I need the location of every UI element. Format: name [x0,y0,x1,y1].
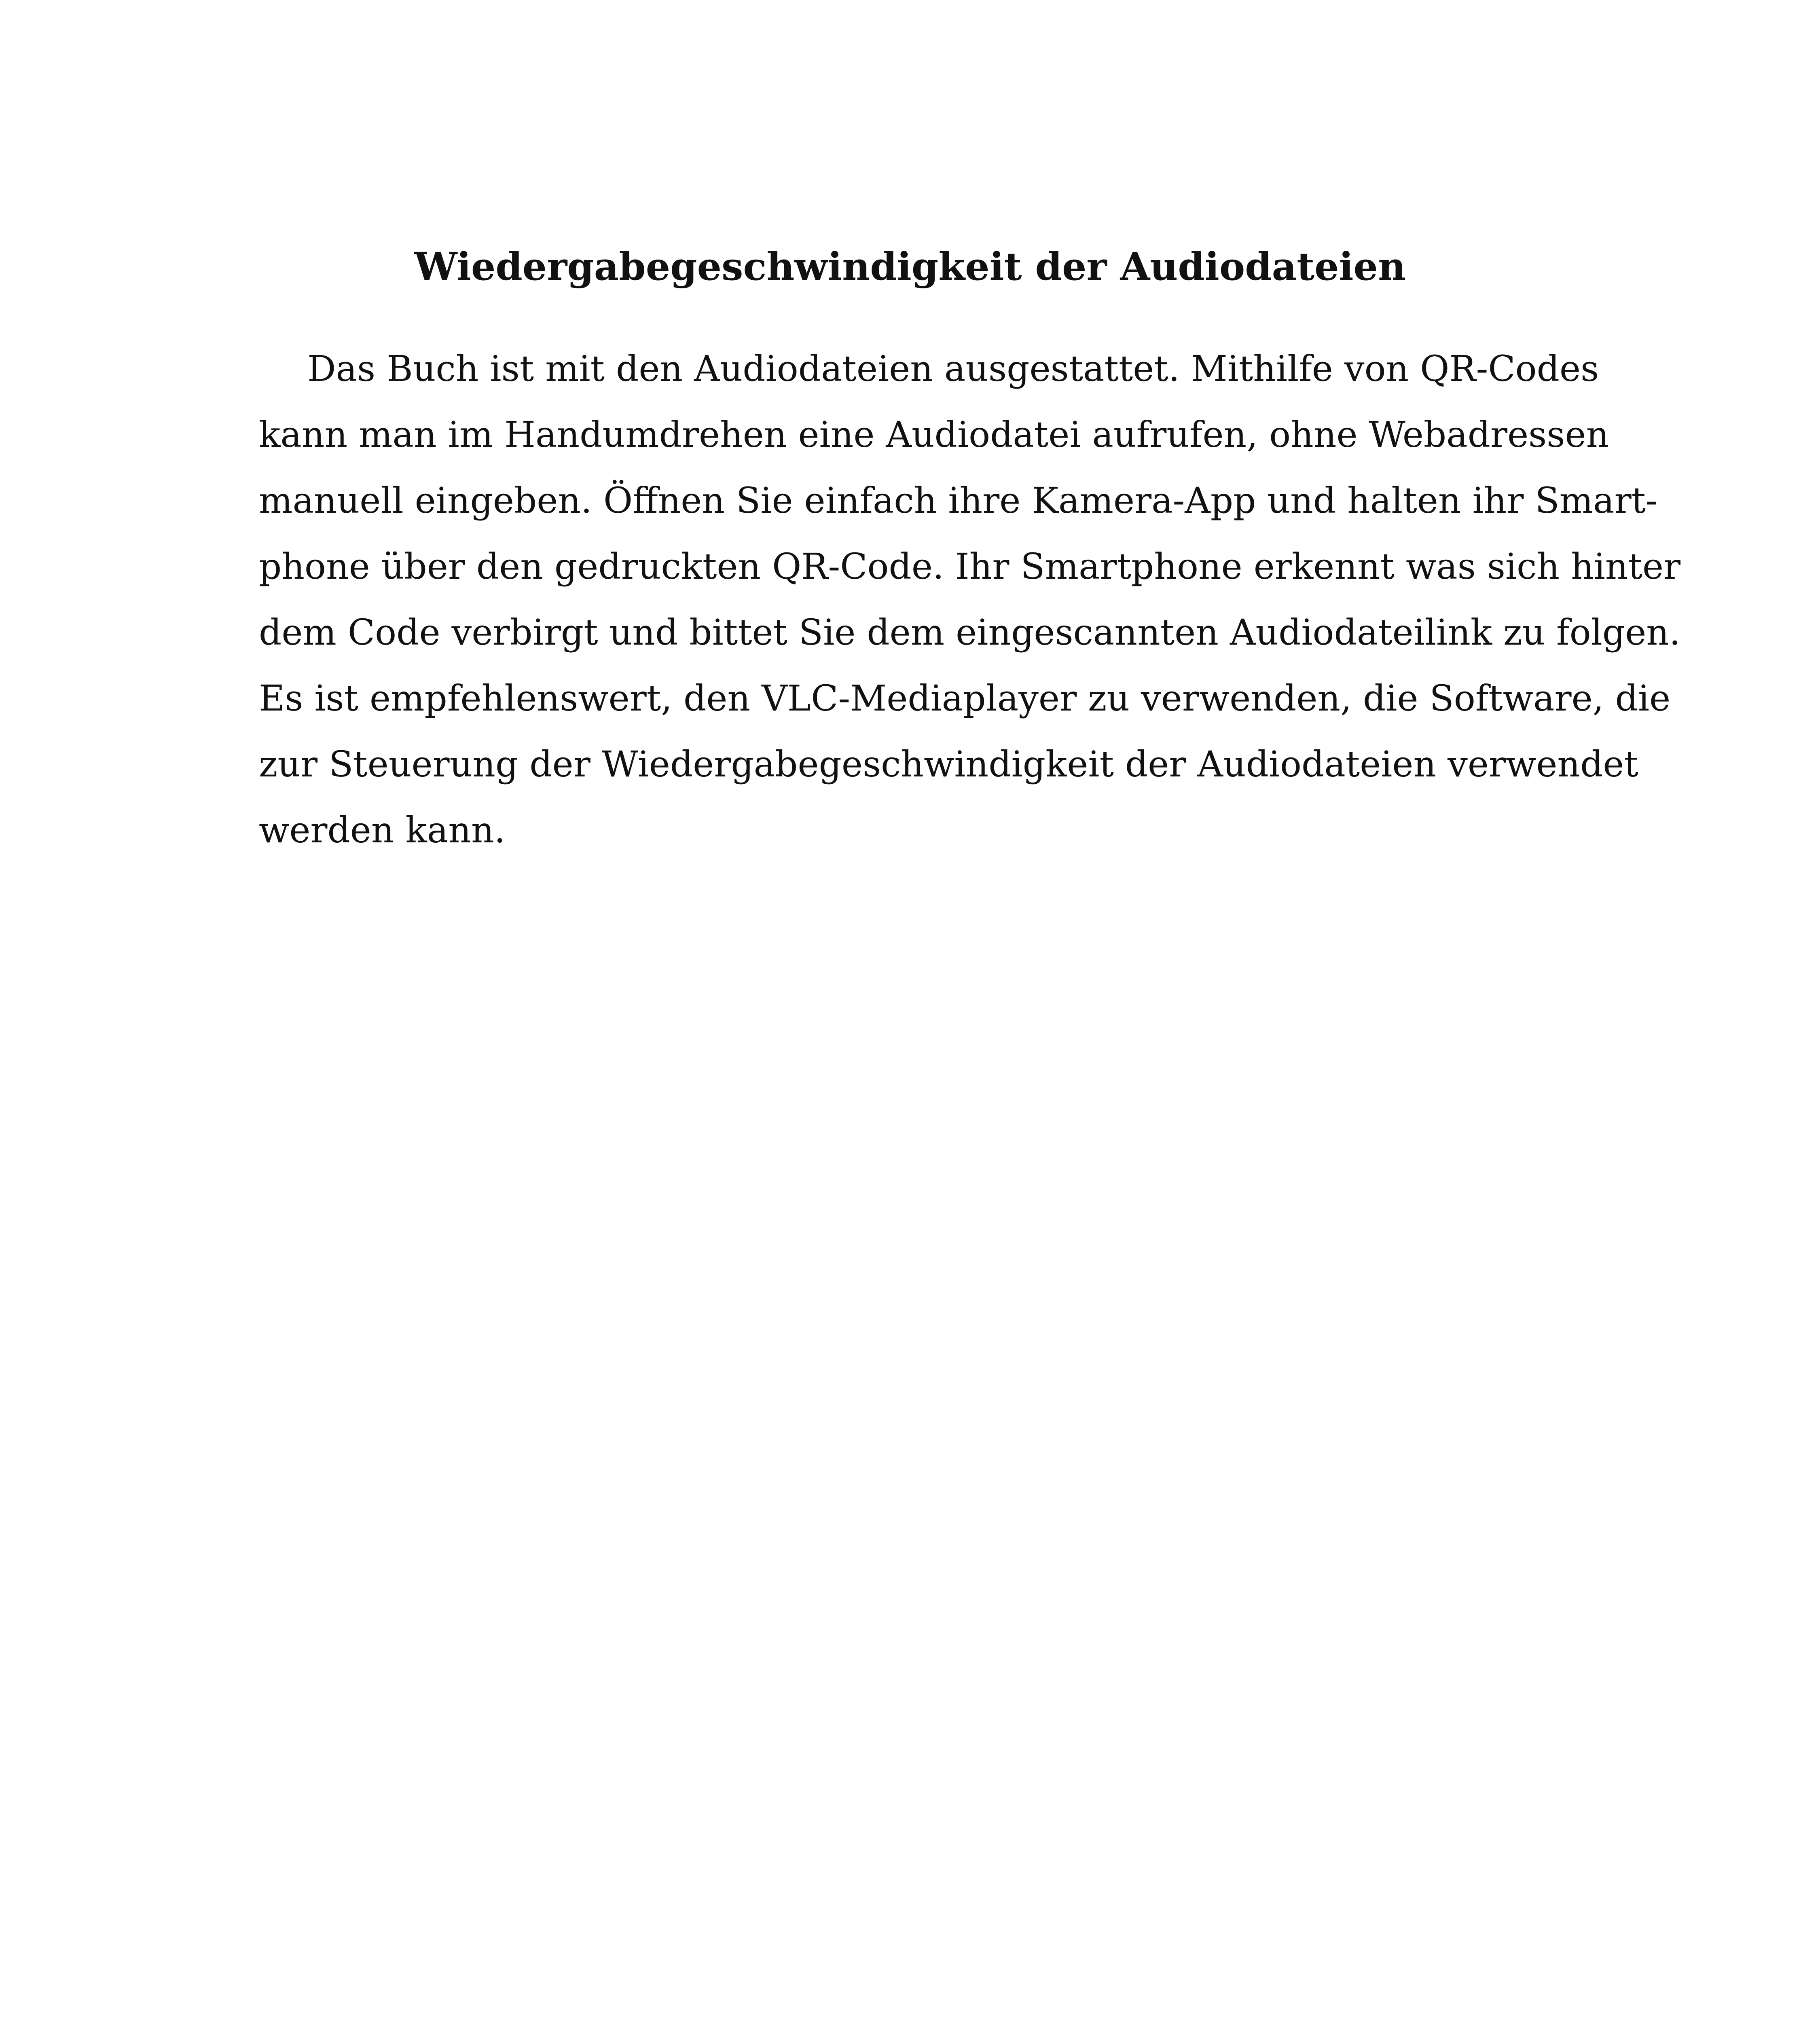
paragraph-line: Das Buch ist mit den Audiodateien ausgestattet. Mithilfe von QR-Codes [307,348,1599,389]
paragraph-line: phone über den gedruckten QR-Code. Ihr Smartphone erkennt was sich hinter [259,546,1681,587]
paragraph-line: dem Code verbirgt und bittet Sie dem eingescannten Audiodateilink zu folgen. [259,611,1680,653]
paragraph-line: kann man im Handumdrehen eine Audiodatei aufrufen, ohne Webadressen [259,414,1609,455]
page-title: Wiedergabegeschwindigkeit der Audiodateien [414,244,1406,289]
paragraph-line: werden kann. [259,809,506,851]
page-number [0,2016,1820,2022]
paragraph-line: manuell eingeben. Öffnen Sie einfach ihre Kamera-App und halten ihr Smart- [259,480,1658,521]
paragraph-line: Es ist empfehlenswert, den VLC-Mediaplayer zu verwenden, die Software, die [259,677,1671,719]
body-paragraph [259,336,1681,863]
paragraph-line: zur Steuerung der Wiedergabegeschwindigkeit der Audiodateien verwendet [259,743,1638,785]
